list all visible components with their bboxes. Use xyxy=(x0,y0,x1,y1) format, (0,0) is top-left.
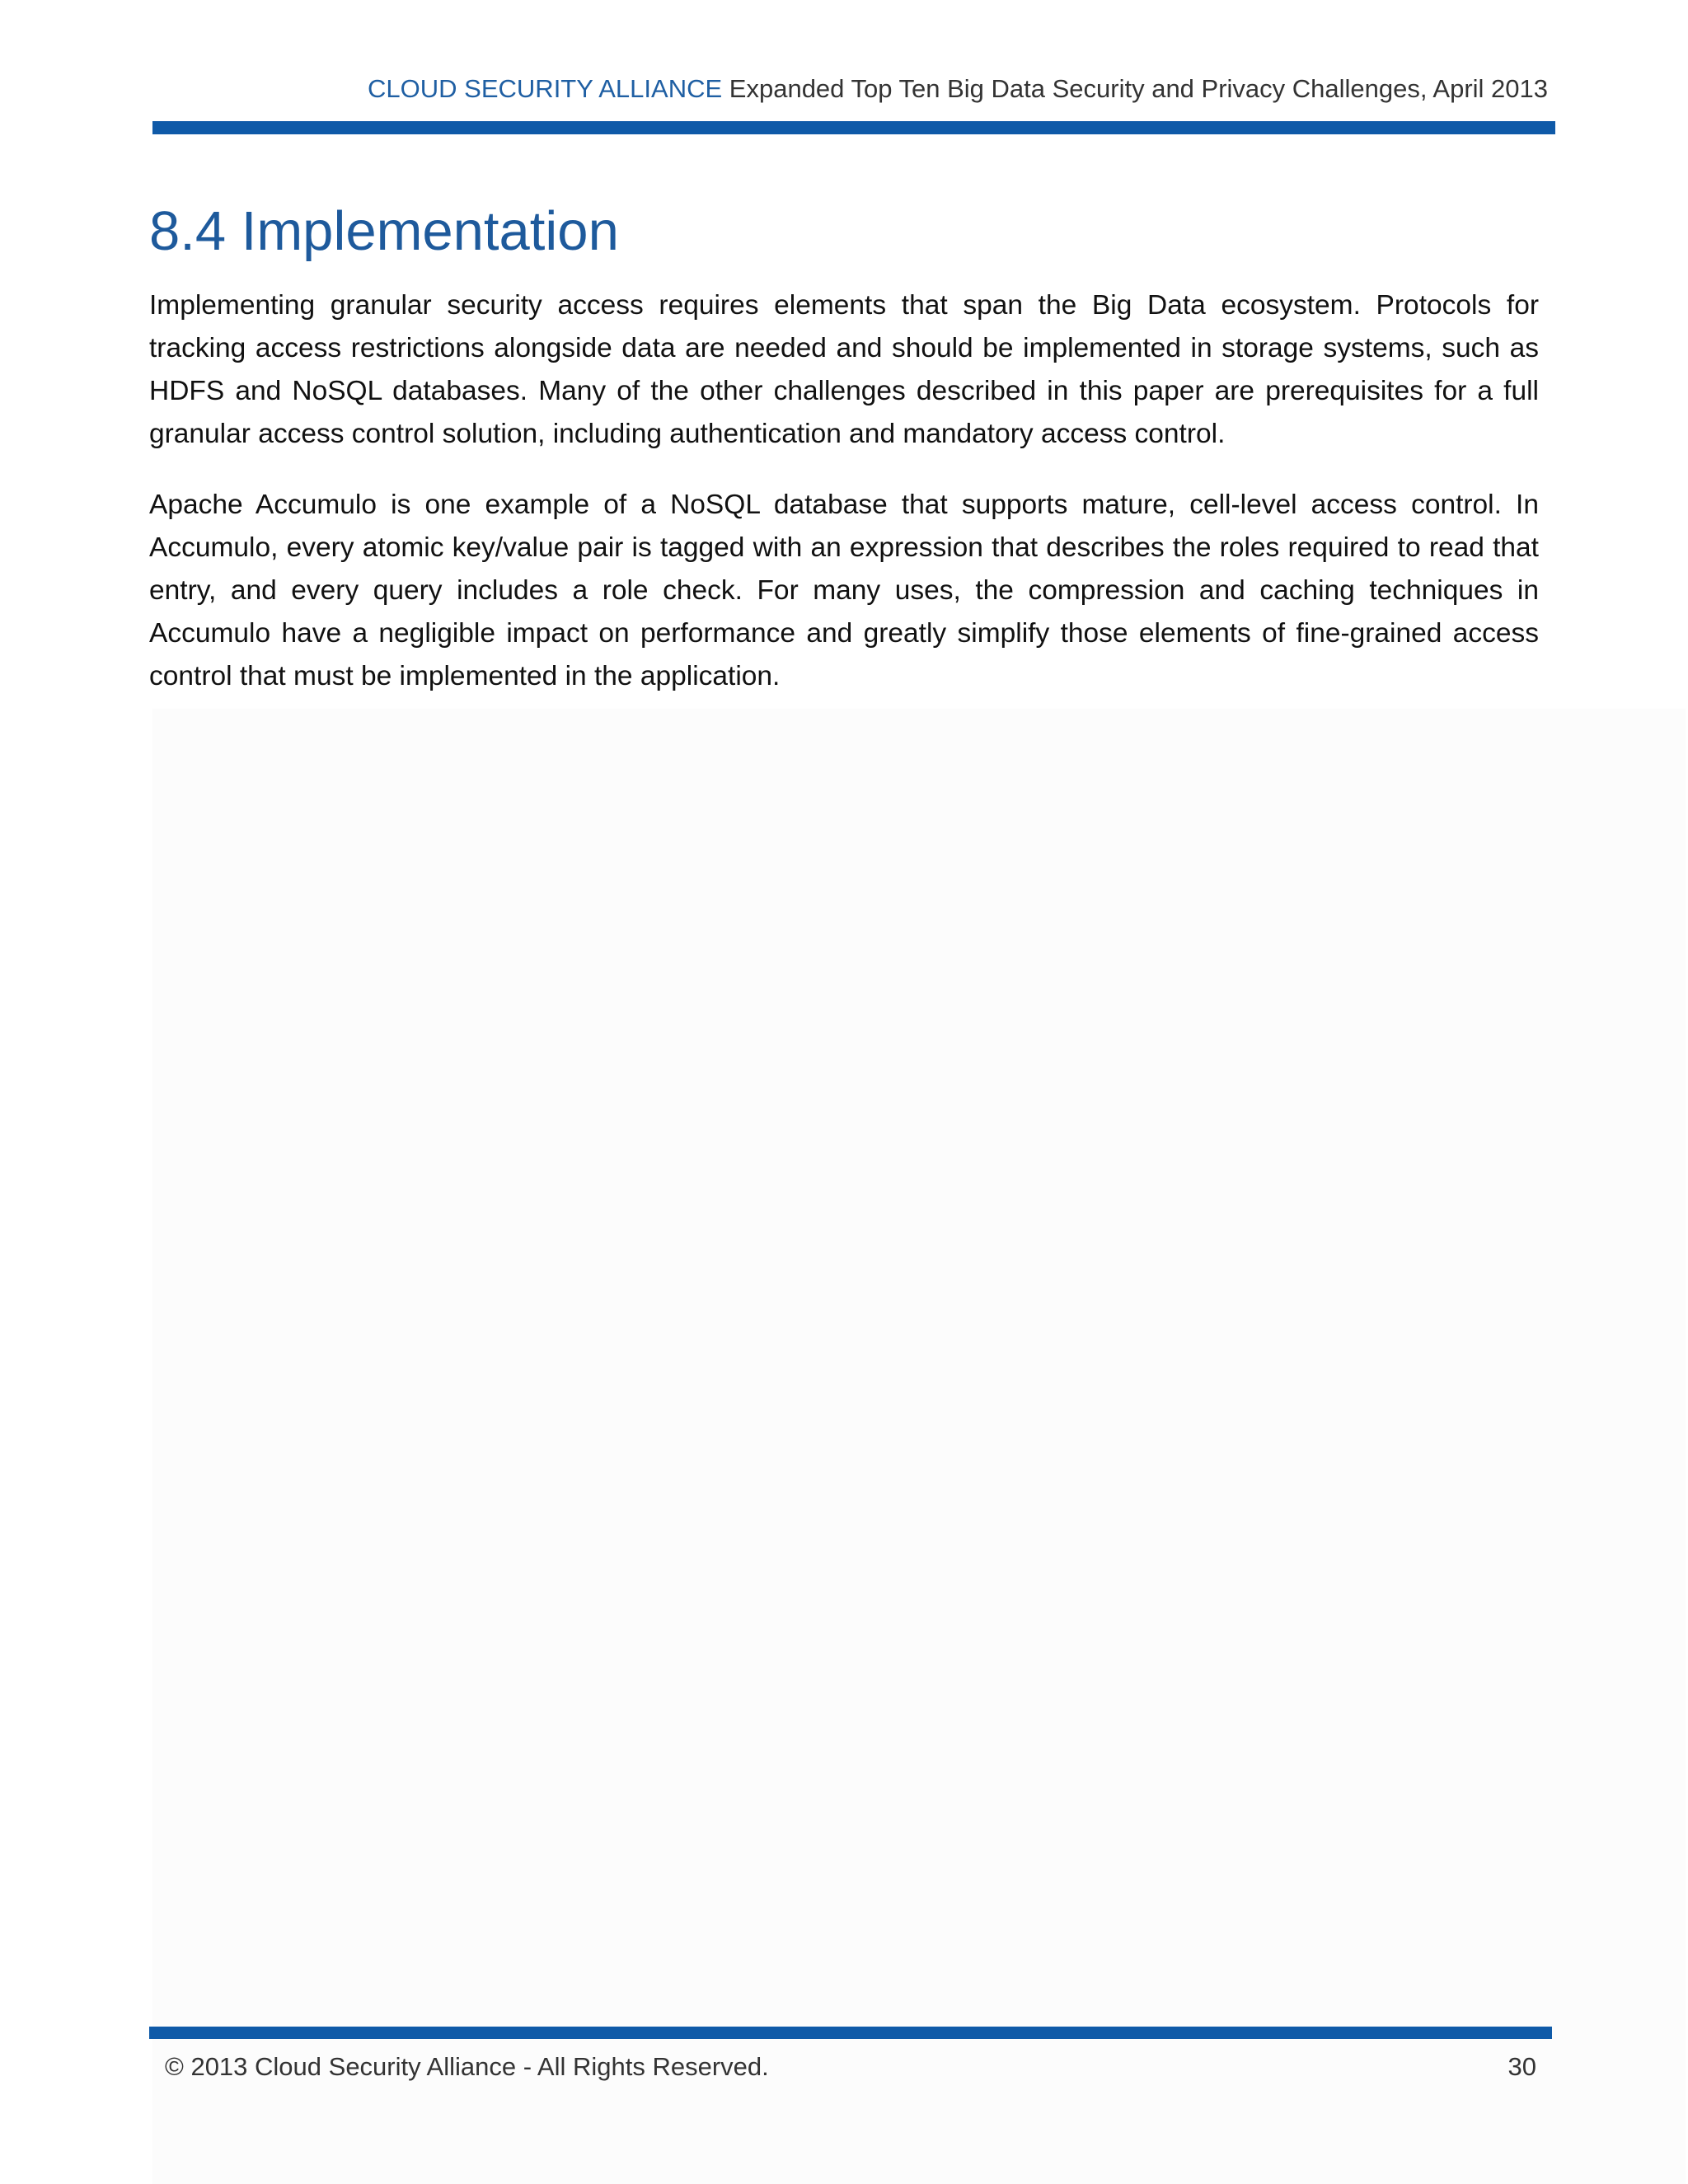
running-header xyxy=(368,74,1548,104)
body-text xyxy=(149,284,1539,726)
page-number: 30 xyxy=(1507,2052,1536,2081)
page-background xyxy=(152,709,1686,2184)
header-rule xyxy=(152,121,1555,134)
section-title: 8.4 Implementation xyxy=(149,200,619,262)
paragraph: Apache Accumulo is one example of a NoSQL database that supports mature, cell-level access control. In Accumulo, every atomic key/value pair is tagged with an expression that describes the roles required to read that entry, and every query includes a role check. For many uses, the compression and caching techniques in Accumulo have a negligible impact on performance and greatly simplify those elements of fine-grained access control that must be implemented in the application. xyxy=(149,490,1539,691)
footer-copyright: © 2013 Cloud Security Alliance - All Rights Reserved. xyxy=(165,2052,769,2081)
header-doc-title: Expanded Top Ten Big Data Security and Privacy Challenges, April 2013 xyxy=(729,74,1548,103)
header-org: CLOUD SECURITY ALLIANCE xyxy=(368,74,723,103)
footer-rule xyxy=(149,2027,1552,2039)
paragraph: Implementing granular security access requires elements that span the Big Data ecosystem. Protocols for tracking access restrictions alongside data are needed and should be implemented in storage systems, such as HDFS and NoSQL databases. Many of the other challenges described in this paper are prerequisites for a full granular access control solution, including authentication and mandatory access control. xyxy=(149,290,1539,449)
